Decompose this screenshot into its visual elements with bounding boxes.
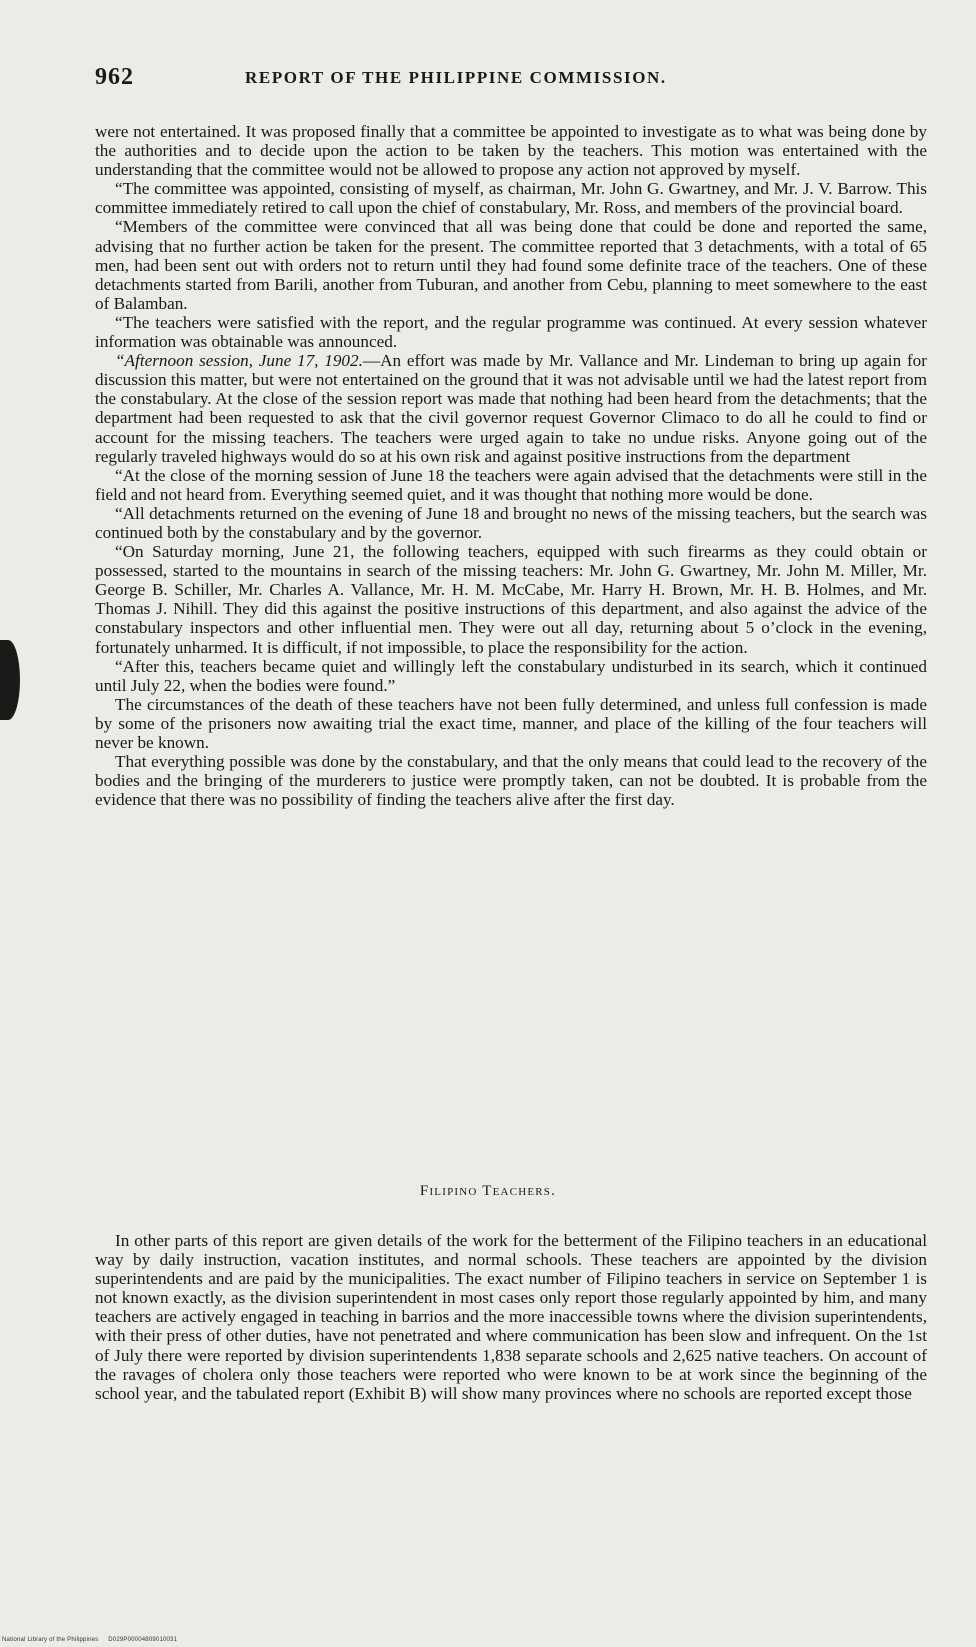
scan-code: D029P00004809010031 [108, 1637, 178, 1643]
afternoon-session-text: —An effort was made by Mr. Vallance and Mr. Lindeman to bring up again for discussion this matter, but were not entertained on the ground that it was not advisable until we had the latest report from the constabulary. At the close of the session report was made that nothing had been heard from the detachments; that the department had been requested to ask that the civil governor request Governor Climaco to do all he could to find or account for the missing teachers. The teachers were urged again to take no undue risks. Anyone going out of the regularly traveled highways would do so at his own risk and against positive instructions from the department [95, 351, 927, 466]
running-head: REPORT OF THE PHILIPPINE COMMISSION. [245, 68, 667, 87]
paragraph: “On Saturday morning, June 21, the following teachers, equipped with such firearms as they could obtain or possessed, started to the mountains in search of the missing teachers: Mr. John G. Gwartney, Mr. John M. Miller, Mr. George B. Schiller, Mr. Charles A. Vallance, Mr. H. M. McCabe, Mr. Harry H. Brown, Mr. H. B. Holmes, and Mr. Thomas J. Nihill. They did this against the positive instructions of this department, and also against the advice of the constabulary inspectors and other influential men. They were out all day, returning about 5 o’clock in the evening, fortunately unharmed. It is difficult, if not impossible, to place the responsibility for the action. [95, 542, 927, 657]
scan-credit [2, 1637, 185, 1643]
section-heading: Filipino Teachers. [419, 1183, 557, 1199]
section-2-text [95, 1231, 927, 1403]
scan-edge-mark [0, 640, 20, 720]
paragraph: “The committee was appointed, consisting of myself, as chairman, Mr. John G. Gwartney, and Mr. J. V. Barrow. This committee immediately retired to call upon the chief of constabulary, Mr. Ross, and members of the provincial board. [95, 179, 927, 218]
library-credit: National Library of the Philippines [2, 1637, 99, 1643]
paragraph: were not entertained. It was proposed finally that a committee be appointed to investigate as to what was being done by the authorities and to decide upon the action to be taken by the teachers. This motion was entertained with the understanding that the committee would not be allowed to propose any action not approved by myself. [95, 122, 927, 180]
paragraph: That everything possible was done by the constabulary, and that the only means that could lead to the recovery of the bodies and the bringing of the murderers to justice were promptly taken, can not be doubted. It is probable from the evidence that there was no possibility of finding the teachers alive after the first day. [95, 752, 927, 810]
paragraph: The circumstances of the death of these teachers have not been fully determined, and unless full confession is made by some of the prisoners now awaiting trial the exact time, manner, and place of the killing of the four teachers will never be known. [95, 694, 927, 752]
paragraph: “At the close of the morning session of June 18 the teachers were again advised that the detachments were still in the field and not heard from. Everything seemed quiet, and it was thought that nothing more would be done. [95, 465, 927, 504]
paragraph: “After this, teachers became quiet and willingly left the constabulary undisturbed in its search, which it continued until July 22, when the bodies were found.” [95, 656, 927, 695]
paragraph: “Members of the committee were convinced that all was being done that could be done and reported the same, advising that no further action be taken for the present. The committee reported that 3 detachments, with a total of 65 men, had been sent out with orders not to return until they had found some definite trace of the teachers. One of these detachments started from Barili, another from Tuburan, and another from Cebu, planning to meet somewhere to the east of Balamban. [95, 217, 927, 313]
paragraph: “The teachers were satisfied with the report, and the regular programme was continued. At every session whatever information was obtainable was announced. [95, 312, 927, 352]
paragraph: In other parts of this report are given details of the work for the betterment of the Filipino teachers in an educational way by daily instruction, vacation institutes, and normal schools. These teachers are appointed by the division superintendents and are paid by the municipalities. The exact number of Filipino teachers in service on September 1 is not known exactly, as the division superintendent in most cases only report those regularly appointed by him, and many teachers are actively engaged in teaching in barrios and the more inaccessible towns where the division superintendents, with their press of other duties, have not penetrated and where communication has been slow and infrequent. On the 1st of July there were reported by division superintendents 1,838 separate schools and 2,625 native teachers. On account of the ravages of cholera only those teachers were reported who were known to be at work since the beginning of the school year, and the tabulated report (Exhibit B) will show many provinces where no schools are reported except those [95, 1231, 927, 1403]
afternoon-session-heading: “Afternoon session, June 17, 1902. [115, 351, 363, 371]
page-number: 962 [95, 64, 134, 90]
page-header [95, 64, 925, 96]
section-1-text [95, 122, 927, 809]
paragraph-afternoon-session [95, 351, 927, 466]
paragraph: “All detachments returned on the evening of June 18 and brought no news of the missing teachers, but the search was continued both by the constabulary and by the governor. [95, 503, 927, 542]
